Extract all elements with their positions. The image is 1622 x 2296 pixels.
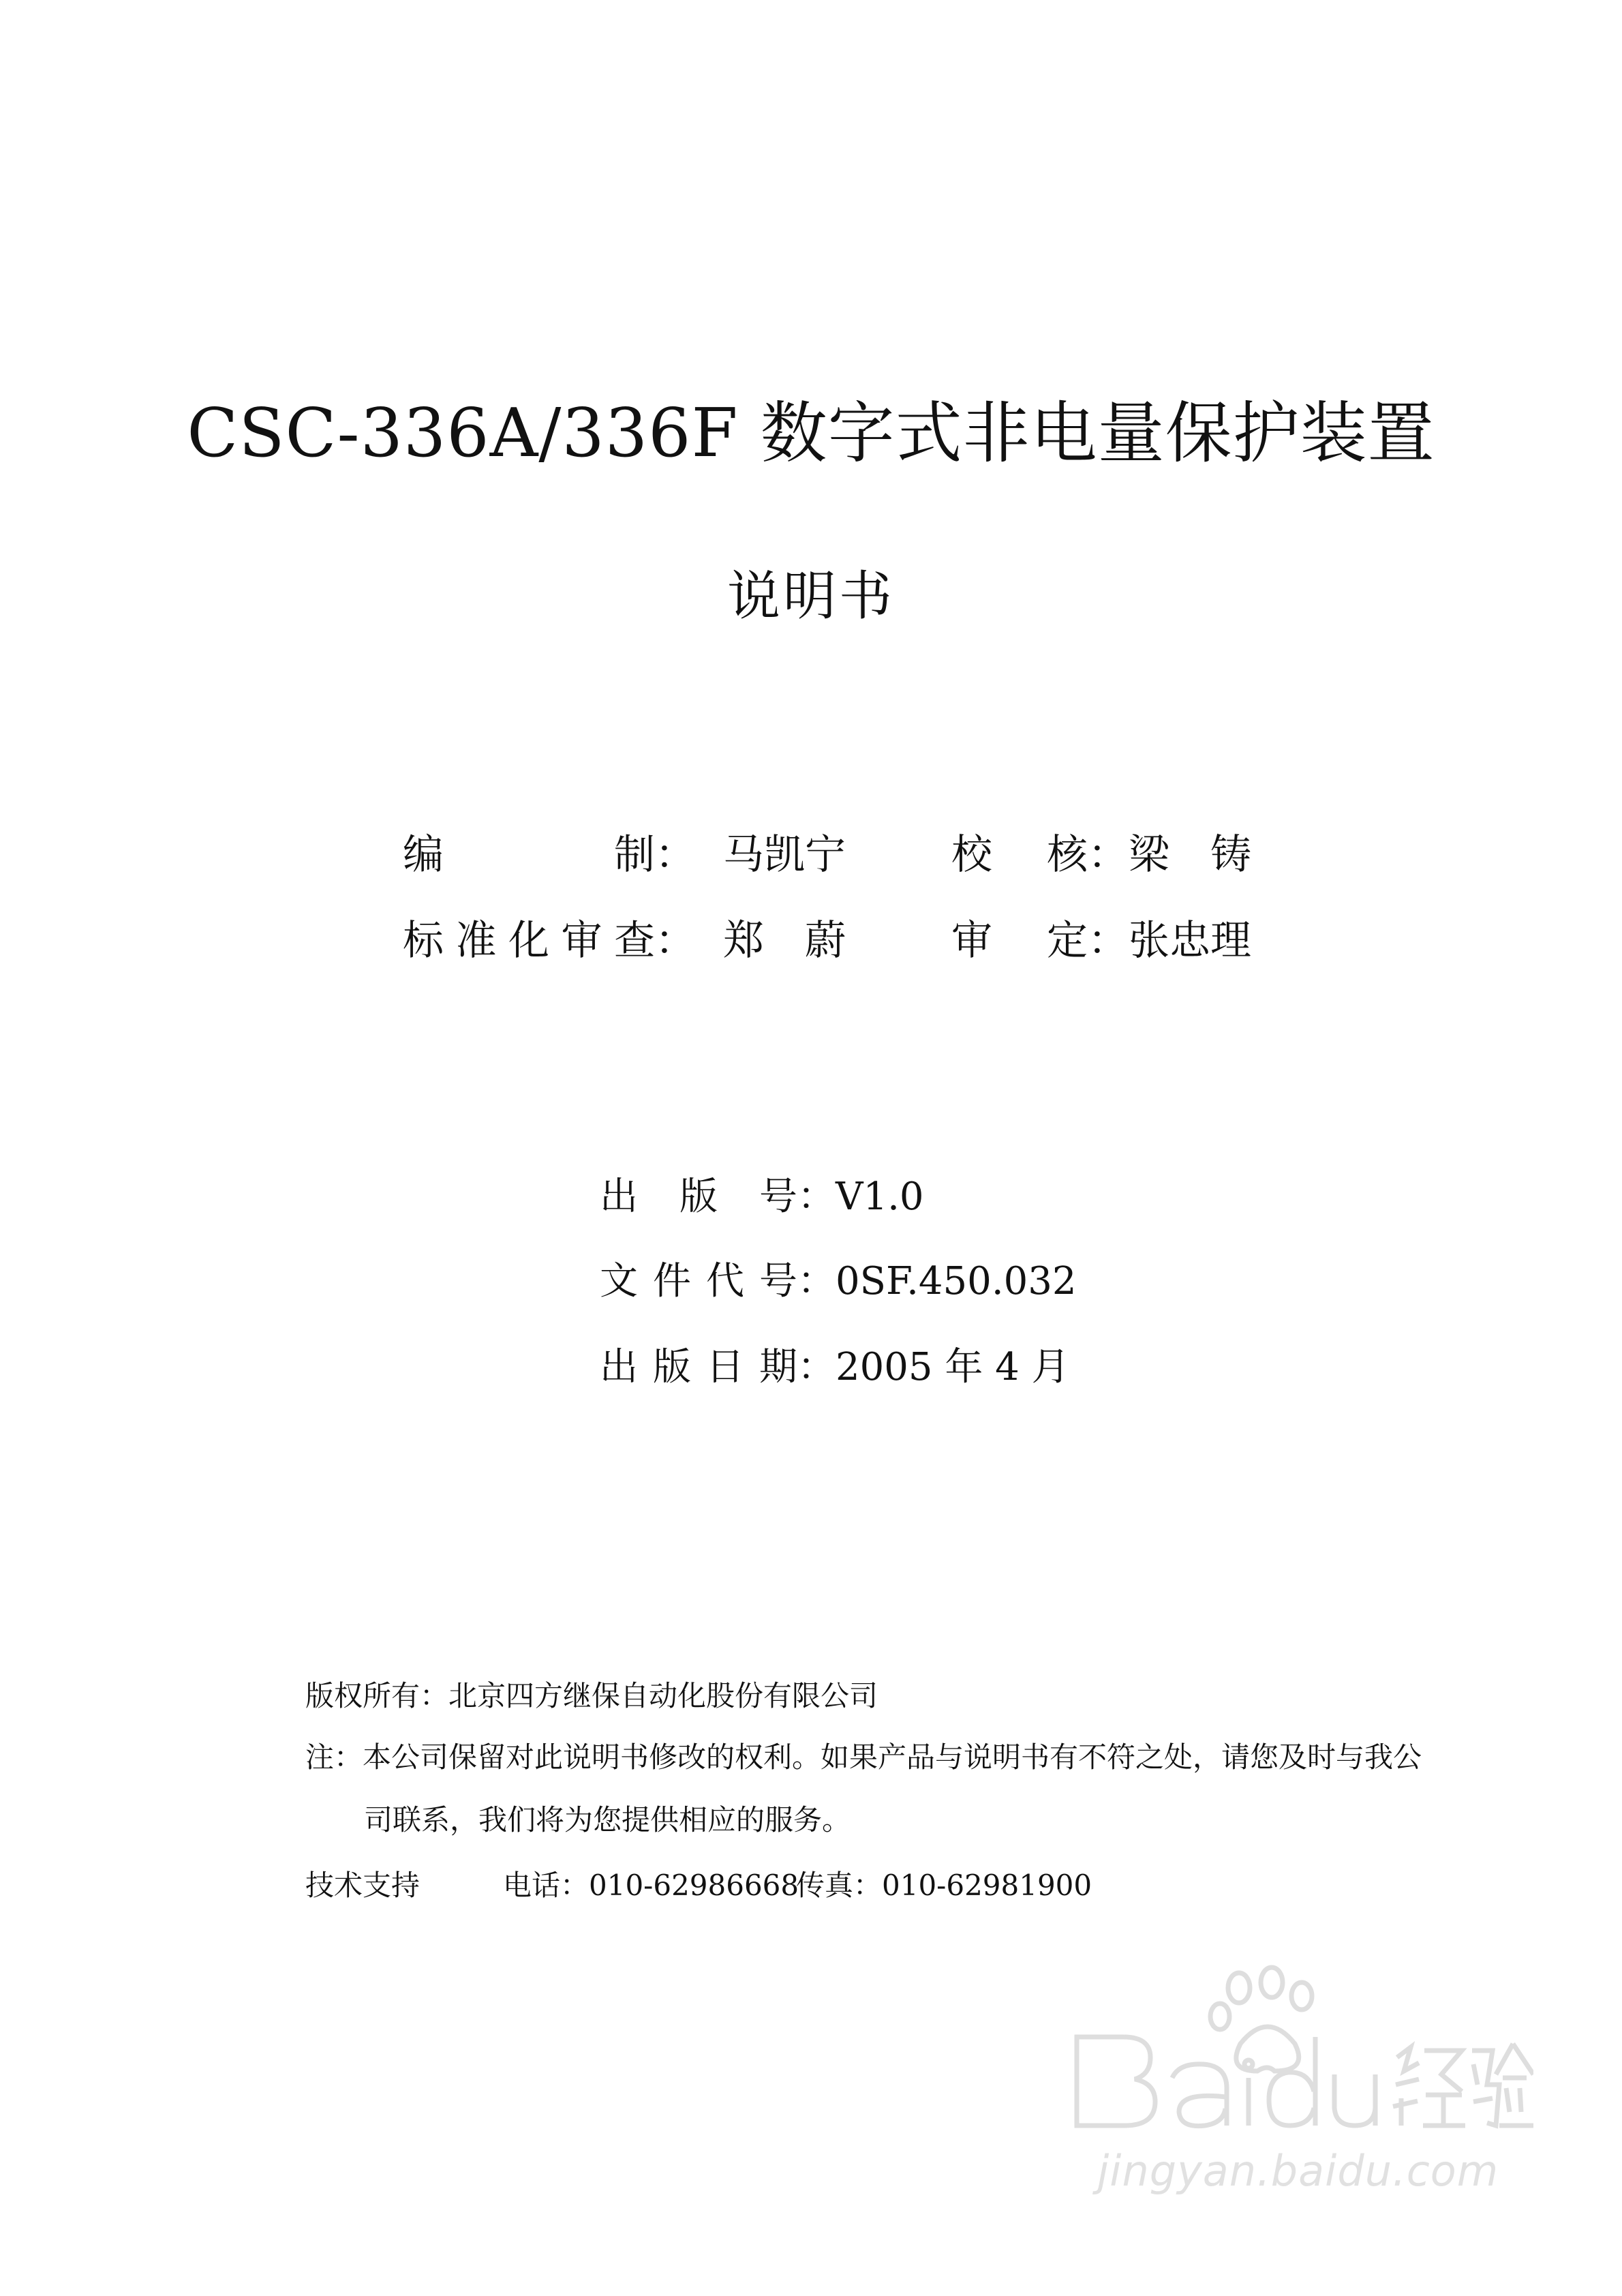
edition-value: V1.0	[836, 1175, 924, 1219]
publication-date-row	[600, 1342, 1070, 1393]
support-label: 技术支持	[305, 1869, 420, 1902]
reviewer-label: 校核	[951, 831, 1088, 879]
editor-label: 编制	[403, 831, 655, 879]
baidu-jingyan-watermark	[1070, 1962, 1533, 2207]
standardization-colon: ：	[655, 917, 696, 965]
support-phone: 电话：010-62986668	[503, 1869, 799, 1902]
edition-row	[600, 1171, 924, 1223]
standardization-name: 郑蔚	[723, 917, 846, 965]
date-value: 2005 年 4 月	[836, 1345, 1070, 1389]
document-title: CSC-336A/336F 数字式非电量保护装置	[187, 395, 1435, 472]
edition-label: 出版号	[600, 1175, 797, 1219]
approver-name: 张忠理	[1129, 917, 1251, 965]
credits-row-editor-reviewer	[403, 828, 1251, 882]
support-fax: 传真：010-62981900	[796, 1869, 1092, 1902]
watermark-url: jingyan.baidu.com	[1097, 2146, 1499, 2196]
approver-label: 审定	[951, 917, 1088, 965]
editor-name: 马凯宁	[723, 831, 846, 879]
document-subtitle: 说明书	[726, 566, 895, 627]
tech-support-row	[305, 1865, 1092, 1906]
reviewer-name: 梁铸	[1129, 831, 1251, 879]
editor-colon: ：	[655, 831, 696, 879]
date-colon: ：	[797, 1345, 836, 1389]
reviewer-colon: ：	[1088, 831, 1129, 879]
disclaimer-line-1: 注：本公司保留对此说明书修改的权利。如果产品与说明书有不符之处，请您及时与我公	[305, 1740, 1422, 1774]
standardization-label: 标准化审查	[403, 917, 655, 965]
credits-row-standardization-approver	[403, 913, 1265, 968]
doc-code-value: 0SF.450.032	[836, 1259, 1077, 1303]
baidu-logo-icon	[1070, 1962, 1533, 2146]
doc-code-row	[600, 1256, 1077, 1308]
doc-code-label: 文件代号	[600, 1259, 797, 1303]
doc-code-colon: ：	[797, 1259, 836, 1303]
copyright-notice: 版权所有：北京四方继保自动化股份有限公司	[305, 1679, 878, 1712]
approver-colon: ：	[1088, 917, 1129, 965]
edition-colon: ：	[797, 1175, 836, 1219]
date-label: 出版日期	[600, 1345, 797, 1389]
disclaimer-line-2: 司联系，我们将为您提供相应的服务。	[364, 1803, 851, 1837]
